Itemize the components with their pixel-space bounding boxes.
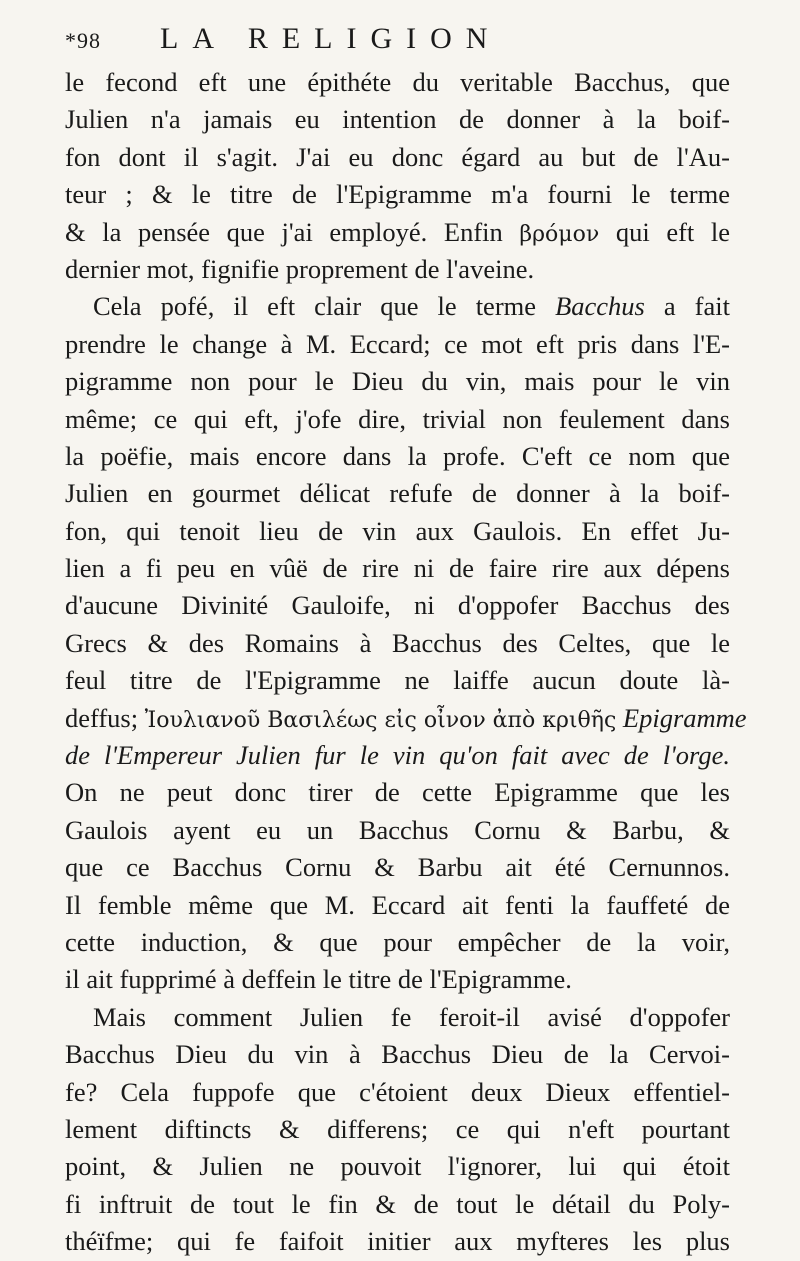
text-line bbox=[65, 101, 730, 138]
text-line bbox=[65, 1148, 730, 1185]
text-segment: On ne peut donc tirer de cette Epigramme que les bbox=[65, 777, 730, 808]
text-line bbox=[65, 363, 730, 400]
text-segment: fe? Cela fuppofe que c'étoient deux Dieux effentiel- bbox=[65, 1076, 730, 1107]
text-segment: pigramme non pour le Dieu du vin, mais pour le vin bbox=[65, 366, 730, 397]
italic-text: Bacchus bbox=[555, 291, 645, 322]
text-line bbox=[65, 401, 730, 438]
text-segment: teur ; & le titre de l'Epigramme m'a fourni le terme bbox=[65, 179, 730, 210]
text-segment: il ait fupprimé à deffein le titre de l'Epigramme. bbox=[65, 964, 572, 995]
text-segment: lement diftincts & differens; ce qui n'eft pourtant bbox=[65, 1113, 730, 1144]
text-line bbox=[65, 1111, 730, 1148]
text-line bbox=[65, 550, 730, 587]
running-title: LA RELIGION bbox=[160, 22, 502, 55]
greek-text: βρόμον bbox=[519, 221, 600, 247]
text-line bbox=[65, 999, 730, 1036]
text-segment: Il femble même que M. Eccard ait fenti la fauffeté de bbox=[65, 889, 730, 920]
text-line bbox=[65, 1036, 730, 1073]
text-segment: deffus; bbox=[65, 702, 145, 733]
text-segment: que ce Bacchus Cornu & Barbu ait été Cernunnos. bbox=[65, 852, 730, 883]
text-line bbox=[65, 774, 730, 811]
text-line bbox=[65, 438, 730, 475]
text-segment: Cela pofé, il eft clair que le terme bbox=[93, 291, 556, 322]
text-segment: qui eft le bbox=[599, 216, 731, 247]
text-segment: cette induction, & que pour empêcher de la voir, bbox=[65, 926, 730, 957]
text-line bbox=[65, 887, 730, 924]
text-segment: prendre le change à M. Eccard; ce mot eft pris dans l'E- bbox=[65, 328, 730, 359]
text-segment: le fecond eft une épithéte du veritable Bacchus, que bbox=[65, 67, 730, 97]
text-line bbox=[65, 475, 730, 512]
text-line bbox=[65, 139, 730, 176]
running-head bbox=[65, 22, 730, 62]
text-segment: point, & Julien ne pouvoit l'ignorer, lui qui étoit bbox=[65, 1151, 730, 1182]
text-segment: même; ce qui eft, j'ofe dire, trivial non feulement dans bbox=[65, 403, 730, 434]
text-line bbox=[65, 1074, 730, 1111]
text-segment: Julien en gourmet délicat refufe de donner à la boif- bbox=[65, 478, 730, 509]
text-segment: fon, qui tenoit lieu de vin aux Gaulois. En effet Ju- bbox=[65, 515, 730, 546]
text-segment: Julien n'a jamais eu intention de donner à la boif- bbox=[65, 104, 730, 135]
text-line bbox=[65, 1223, 730, 1260]
text-segment: théïfme; qui fe faifoit initier aux myfteres les plus bbox=[65, 1226, 730, 1257]
text-segment: Gaulois ayent eu un Bacchus Cornu & Barbu, & bbox=[65, 814, 730, 845]
text-line bbox=[65, 176, 730, 213]
italic-text: Epigramme bbox=[622, 702, 747, 733]
text-line bbox=[65, 288, 730, 325]
text-line bbox=[65, 587, 730, 624]
text-segment: feul titre de l'Epigramme ne laiffe aucun doute là- bbox=[65, 665, 730, 696]
text-line bbox=[65, 326, 730, 363]
text-segment: Bacchus Dieu du vin à Bacchus Dieu de la Cervoi- bbox=[65, 1039, 730, 1070]
text-line bbox=[65, 625, 730, 662]
text-line bbox=[65, 737, 730, 774]
greek-text: Ἰουλιανοῦ Βασιλέως εἰς οἶνον ἀπὸ κριθῆς bbox=[144, 707, 617, 733]
text-segment: Mais comment Julien fe feroit-il avisé d'oppofer bbox=[93, 1001, 730, 1032]
text-segment: fi inftruit de tout le fin & de tout le détail du Poly- bbox=[65, 1188, 730, 1219]
text-segment: d'aucune Divinité Gauloife, ni d'oppofer Bacchus des bbox=[65, 590, 730, 621]
text-segment: & la pensée que j'ai employé. Enfin bbox=[65, 216, 520, 247]
text-segment bbox=[616, 703, 623, 733]
text-segment: fon dont il s'agit. J'ai eu donc égard au but de l'Au- bbox=[65, 141, 730, 172]
text-segment: a fait bbox=[644, 291, 730, 322]
text-line bbox=[65, 251, 730, 288]
text-line bbox=[65, 64, 730, 101]
text-line bbox=[65, 924, 730, 961]
text-line bbox=[65, 513, 730, 550]
text-line bbox=[65, 812, 730, 849]
text-line bbox=[65, 214, 730, 251]
text-segment: dernier mot, fignifie proprement de l'aveine. bbox=[65, 253, 535, 284]
text-segment: la poëfie, mais encore dans la profe. C'eft ce nom que bbox=[65, 440, 730, 471]
italic-text: de l'Empereur Julien fur le vin qu'on fait avec de l'orge. bbox=[65, 740, 730, 771]
text-line bbox=[65, 961, 730, 998]
text-segment: lien a fi peu en vûë de rire ni de faire rire aux dépens bbox=[65, 553, 730, 584]
text-line bbox=[65, 1186, 730, 1223]
text-line bbox=[65, 849, 730, 886]
text-line bbox=[65, 700, 747, 737]
page-number: *98 bbox=[65, 28, 101, 53]
text-segment: Grecs & des Romains à Bacchus des Celtes, que le bbox=[65, 627, 730, 658]
body-text bbox=[65, 64, 747, 1261]
text-line bbox=[65, 662, 730, 699]
